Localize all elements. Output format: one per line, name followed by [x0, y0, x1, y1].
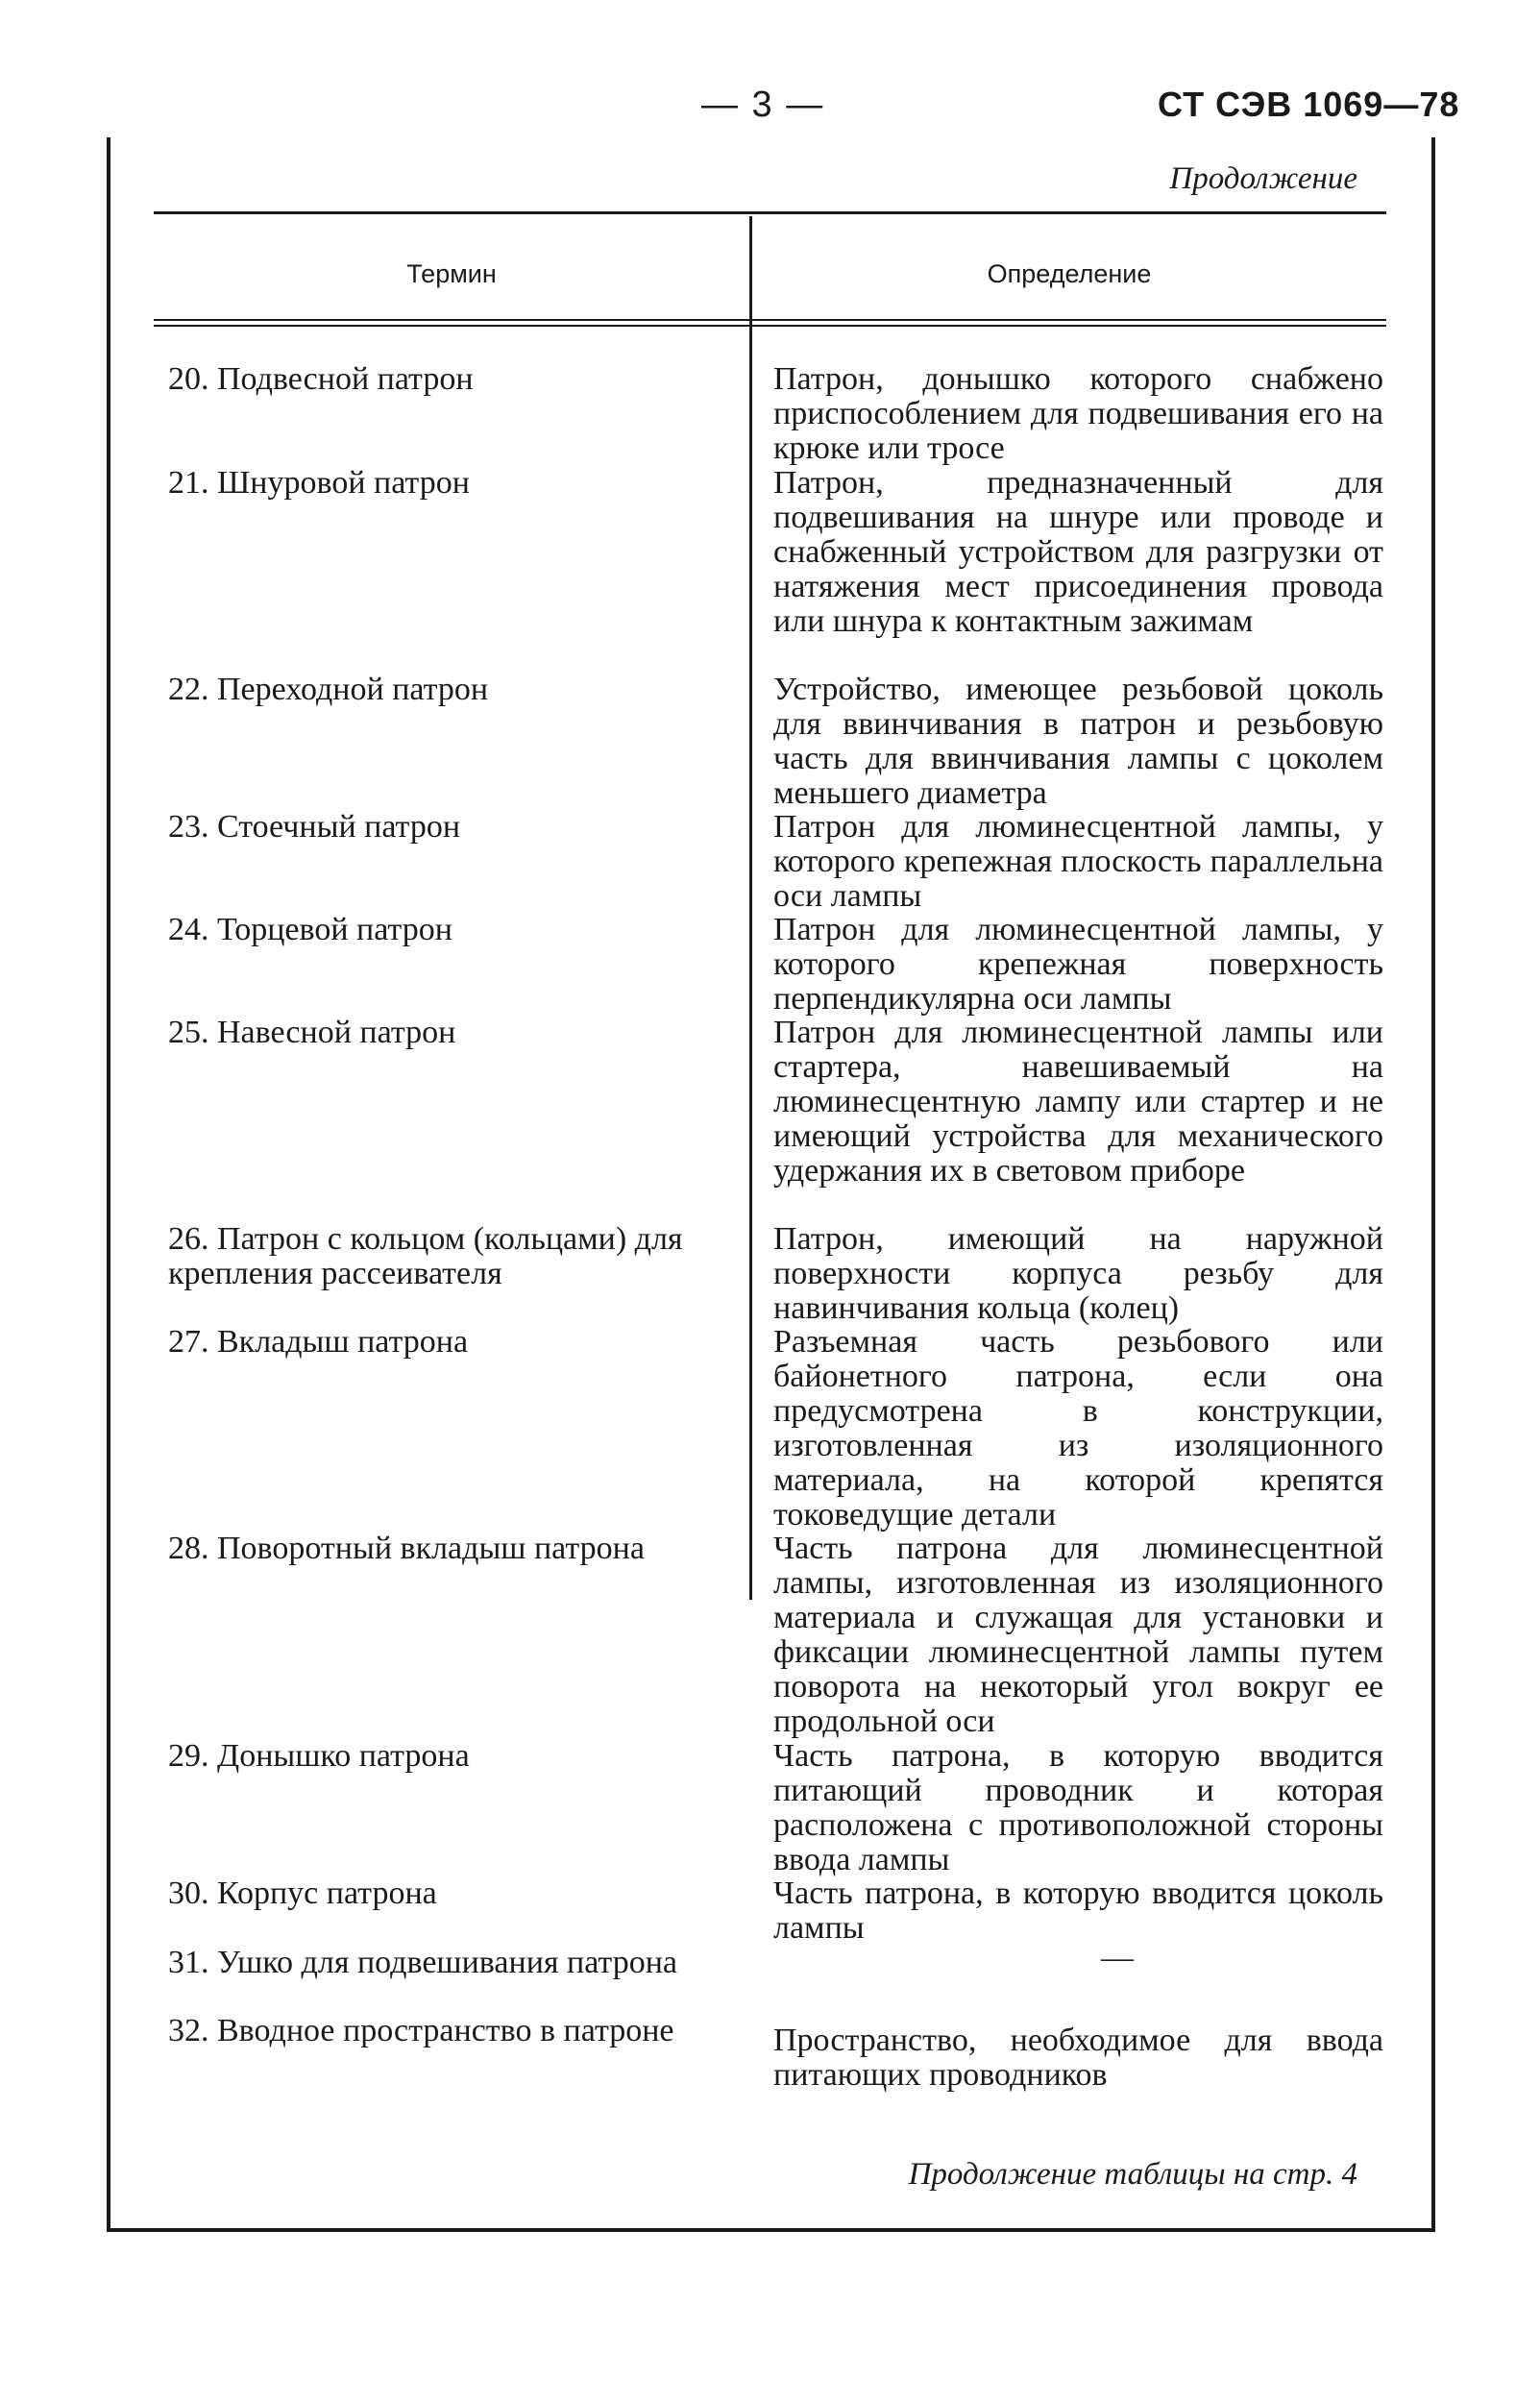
frame-bottom-border [107, 2228, 1435, 2232]
definition-cell: Патрон, донышко которого снабжено приспособлением для подвешивания его на крюке или тросе [773, 361, 1383, 466]
definition-cell: Патрон, предназначенный для подвешивания на шнуре или проводе и снабженный устройством для разгрузки от натяжения мест присоединения провода или шнура к контактным зажимам [773, 465, 1383, 639]
term-cell: 26. Патрон с кольцом (кольцами) для крепления рассеивателя [168, 1221, 683, 1291]
definition-cell: Часть патрона для люминесцентной лампы, изготовленная из изоляционного материала и служащая для установки и фиксации люминесцентной лампы путем поворота на некоторый угол вокруг ее продольной оси [773, 1531, 1383, 1739]
term-cell: 22. Переходной патрон [168, 672, 489, 707]
definition-cell: — [1101, 1940, 1134, 1975]
term-cell: 29. Донышко патрона [168, 1738, 470, 1774]
continuation-label: Продолжение [1169, 161, 1357, 196]
standard-code: СТ СЭВ 1069—78 [1158, 85, 1460, 124]
frame-right-border [1431, 137, 1435, 2230]
definition-cell: Патрон для люминесцентной лампы, у которого крепежная поверхность перпендикулярна оси лампы [773, 912, 1383, 1017]
definition-cell: Часть патрона, в которую вводится питающий проводник и которая расположена с противоположной стороны ввода лампы [773, 1738, 1383, 1877]
term-cell: 32. Вводное пространство в патроне [168, 2013, 674, 2048]
term-cell: 31. Ушко для подвешивания патрона [168, 1945, 677, 1980]
frame-left-border [107, 137, 110, 2230]
term-cell: 28. Поворотный вкладыш патрона [168, 1531, 645, 1566]
term-cell: 30. Корпус патрона [168, 1876, 437, 1911]
column-header-definition: Определение [987, 259, 1152, 288]
definition-cell: Часть патрона, в которую вводится цоколь лампы [773, 1876, 1383, 1946]
definition-cell: Пространство, необходимое для ввода питающих проводников [773, 2023, 1383, 2093]
definition-cell: Патрон для люминесцентной лампы, у которого крепежная плоскость параллельна оси лампы [773, 809, 1383, 914]
column-header-term: Термин [406, 259, 497, 288]
term-cell: 24. Торцевой патрон [168, 912, 452, 947]
table-header-rule-1 [154, 319, 1386, 321]
definition-cell: Патрон для люминесцентной лампы или стартера, навешиваемый на люминесцентную лампу или стартер и не имеющий устройства для механического удержания их в световом приборе [773, 1015, 1383, 1189]
table-header-rule-2 [154, 325, 1386, 327]
term-cell: 23. Стоечный патрон [168, 809, 461, 845]
table-top-rule [154, 211, 1386, 214]
definition-cell: Разъемная часть резьбового или байонетного патрона, если она предусмотрена в конструкции, изготовленная из изоляционного материала, на которой крепятся токоведущие детали [773, 1324, 1383, 1533]
term-cell: 20. Подвесной патрон [168, 361, 474, 397]
page-number: — 3 — [701, 85, 825, 125]
definition-cell: Устройство, имеющее резьбовой цоколь для ввинчивания в патрон и резьбовую часть для ввинчивания лампы с цоколем меньшего диаметра [773, 672, 1383, 811]
term-cell: 27. Вкладыш патрона [168, 1324, 469, 1360]
definition-cell: Патрон, имеющий на наружной поверхности корпуса резьбу для навинчивания кольца (колец) [773, 1221, 1383, 1326]
term-cell: 25. Навесной патрон [168, 1015, 456, 1050]
column-divider [749, 216, 752, 1600]
continuation-footer: Продолжение таблицы на стр. 4 [908, 2157, 1357, 2192]
term-cell: 21. Шнуровой патрон [168, 465, 470, 501]
